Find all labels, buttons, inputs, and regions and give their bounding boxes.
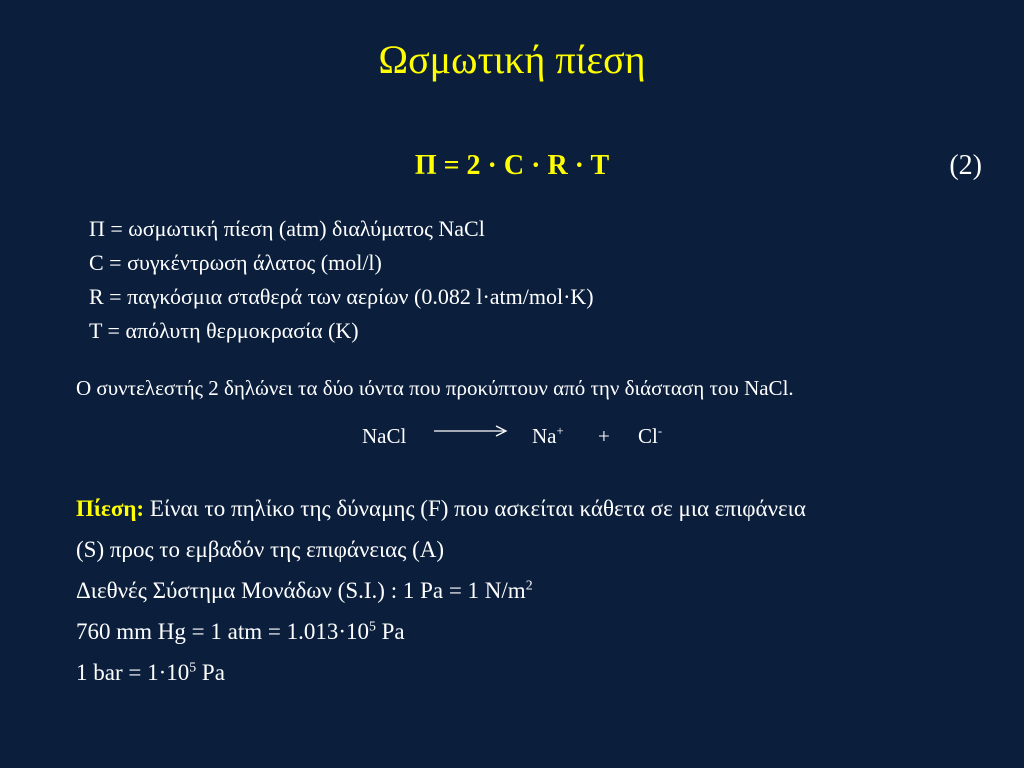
pressure-section	[76, 488, 996, 693]
definition-r: R = παγκόσμια σταθερά των αερίων (0.082 l·atm/mol·K)	[89, 284, 594, 309]
product-sodium-charge: +	[556, 424, 564, 438]
definition-c: C = συγκέντρωση άλατος (mol/l)	[89, 250, 382, 275]
definition-t: T = απόλυτη θερμοκρασία (K)	[89, 318, 359, 343]
reaction-arrow-icon	[434, 424, 512, 450]
reactant: NaCl	[362, 424, 407, 448]
si-units-exponent: 2	[525, 577, 533, 593]
coefficient-note: Ο συντελεστής 2 δηλώνει τα δύο ιόντα που προκύπτουν από την διάσταση του NaCl.	[76, 376, 794, 400]
bar-conversion-text: 1 bar = 1·10	[76, 660, 190, 685]
bar-conversion-exponent: 5	[189, 659, 197, 675]
variable-definitions	[89, 212, 594, 348]
mmhg-conversion-exponent: 5	[368, 618, 376, 634]
product-sodium-symbol: Na	[532, 424, 557, 448]
equation-number: (2)	[949, 150, 982, 181]
mmhg-conversion-unit: Pa	[375, 619, 405, 644]
reaction-plus: +	[598, 424, 610, 448]
mmhg-conversion-line	[76, 611, 996, 652]
product-chloride-charge: -	[657, 424, 663, 438]
si-units-line	[76, 570, 996, 611]
product-sodium	[532, 424, 564, 449]
definition-pi: Π = ωσμωτική πίεση (atm) διαλύματος NaCl	[89, 216, 485, 241]
osmotic-pressure-formula: Π = 2 · C · R · T	[414, 150, 610, 181]
pressure-definition-line	[76, 488, 996, 529]
product-chloride-symbol: Cl	[638, 424, 658, 448]
pressure-term: Πίεση:	[76, 496, 145, 521]
dissociation-reaction	[362, 424, 682, 454]
bar-conversion-line	[76, 652, 996, 693]
mmhg-conversion-text: 760 mm Hg = 1 atm = 1.013·10	[76, 619, 369, 644]
product-chloride	[638, 424, 662, 449]
slide-title: Ωσμωτική πίεση	[378, 37, 646, 82]
pressure-definition-continuation: (S) προς το εμβαδόν της επιφάνειας (A)	[76, 537, 445, 562]
si-units-text: Διεθνές Σύστημα Μονάδων (S.I.) : 1 Pa = 1 N/m	[76, 578, 526, 603]
bar-conversion-unit: Pa	[196, 660, 225, 685]
pressure-definition-text: Είναι το πηλίκο της δύναμης (F) που ασκείται κάθετα σε μια επιφάνεια	[144, 496, 806, 521]
